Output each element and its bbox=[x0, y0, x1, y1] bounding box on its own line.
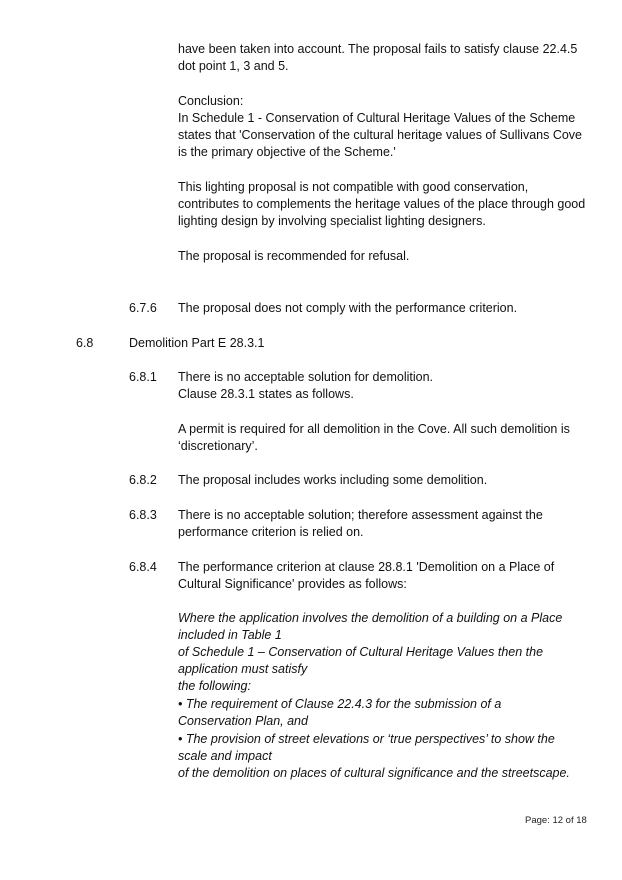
paragraph-line: contributes to complements the heritage values of the place through good bbox=[178, 197, 586, 211]
italic-quote-line: Where the application involves the demolition of a building on a Place bbox=[178, 611, 563, 625]
italic-quote-line: of Schedule 1 – Conservation of Cultural Heritage Values then the bbox=[178, 645, 544, 659]
italic-quote-line: of the demolition on places of cultural significance and the streetscape. bbox=[178, 766, 570, 780]
italic-quote-line: scale and impact bbox=[178, 749, 272, 763]
clause-text: performance criterion is relied on. bbox=[178, 525, 364, 539]
clause-text: Cultural Significance' provides as follows: bbox=[178, 577, 407, 591]
clause-text: The proposal includes works including some demolition. bbox=[178, 473, 488, 487]
italic-quote-line: • The provision of street elevations or ‘true perspectives’ to show the bbox=[178, 732, 555, 746]
paragraph-line: dot point 1, 3 and 5. bbox=[178, 59, 289, 73]
clause-number: 6.7.6 bbox=[129, 301, 157, 315]
clause-text: ‘discretionary’. bbox=[178, 439, 258, 453]
clause-number: 6.8.1 bbox=[129, 370, 157, 384]
clause-text: There is no acceptable solution for demolition. bbox=[178, 370, 434, 384]
clause-number: 6.8.2 bbox=[129, 473, 157, 487]
section-title: Demolition Part E 28.3.1 bbox=[129, 336, 265, 350]
section-number: 6.8 bbox=[76, 336, 94, 350]
clause-text: A permit is required for all demolition in the Cove. All such demolition is bbox=[178, 422, 570, 436]
conclusion-heading: Conclusion: bbox=[178, 94, 244, 108]
paragraph-line: states that 'Conservation of the cultural heritage values of Sullivans Cove bbox=[178, 128, 582, 142]
paragraph-line: In Schedule 1 - Conservation of Cultural Heritage Values of the Scheme bbox=[178, 111, 576, 125]
paragraph-line: This lighting proposal is not compatible with good conservation, bbox=[178, 180, 529, 194]
italic-quote-line: Conservation Plan, and bbox=[178, 714, 308, 728]
recommendation-text: The proposal is recommended for refusal. bbox=[178, 249, 410, 263]
clause-text: Clause 28.3.1 states as follows. bbox=[178, 387, 354, 401]
paragraph-line: have been taken into account. The proposal fails to satisfy clause 22.4.5 bbox=[178, 42, 578, 56]
clause-number: 6.8.3 bbox=[129, 508, 157, 522]
clause-text: The proposal does not comply with the performance criterion. bbox=[178, 301, 518, 315]
page-number: Page: 12 of 18 bbox=[525, 815, 587, 826]
clause-text: The performance criterion at clause 28.8.1 'Demolition on a Place of bbox=[178, 560, 555, 574]
italic-quote-line: included in Table 1 bbox=[178, 628, 282, 642]
italic-quote-line: application must satisfy bbox=[178, 662, 308, 676]
clause-text: There is no acceptable solution; therefore assessment against the bbox=[178, 508, 543, 522]
italic-quote-line: the following: bbox=[178, 679, 251, 693]
italic-quote-line: • The requirement of Clause 22.4.3 for the submission of a bbox=[178, 697, 502, 711]
paragraph-line: lighting design by involving specialist lighting designers. bbox=[178, 214, 486, 228]
paragraph-line: is the primary objective of the Scheme.' bbox=[178, 145, 396, 159]
clause-number: 6.8.4 bbox=[129, 560, 157, 574]
